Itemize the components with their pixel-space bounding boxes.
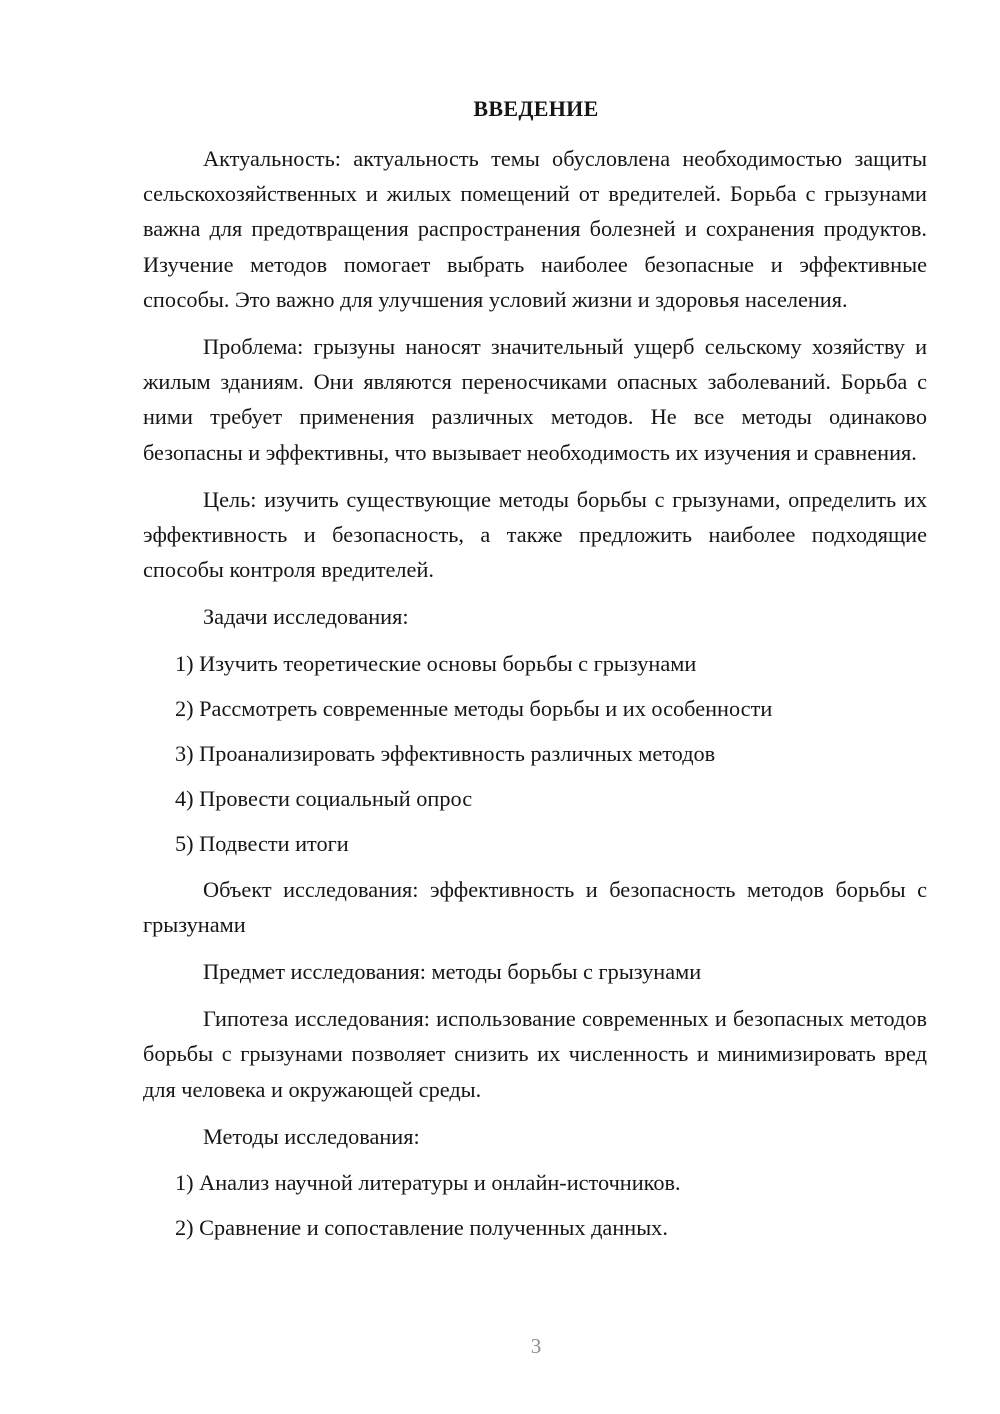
document-body xyxy=(143,141,927,1255)
paragraph-problem: Проблема: грызуны наносят значительный ущерб сельскому хозяйству и жилым зданиям. Они являются переносчиками опасных заболеваний. Борьба с ними требует применения различных методов. Не все методы одинаково безопасны и эффективны, что вызывает необходимость их изучения и сравнения. xyxy=(143,334,927,465)
paragraph-subject: Предмет исследования: методы борьбы с грызунами xyxy=(203,959,702,985)
page-number: 3 xyxy=(530,1334,542,1358)
paragraph-hypothesis: Гипотеза исследования: использование современных и безопасных методов борьбы с грызунами позволяет снизить их численность и минимизировать вред для человека и окружающей среды. xyxy=(143,1006,927,1102)
page-title: ВВЕДЕНИЕ xyxy=(473,96,599,121)
list-item: 2) Рассмотреть современные методы борьбы и их особенности xyxy=(175,695,773,721)
methods-heading: Методы исследования: xyxy=(203,1123,420,1149)
list-item: 4) Провести социальный опрос xyxy=(175,786,473,812)
list-item: 2) Сравнение и сопоставление полученных данных. xyxy=(175,1215,668,1241)
tasks-heading: Задачи исследования: xyxy=(203,604,409,630)
list-item: 3) Проанализировать эффективность различных методов xyxy=(175,741,716,767)
list-item: 1) Анализ научной литературы и онлайн-источников. xyxy=(175,1170,681,1196)
methods-list xyxy=(143,1165,927,1245)
paragraph-goal: Цель: изучить существующие методы борьбы с грызунами, определить их эффективность и безопасность, а также предложить наиболее подходящие способы контроля вредителей. xyxy=(143,486,927,583)
list-item: 5) Подвести итоги xyxy=(175,831,349,857)
paragraph-relevance: Актуальность: актуальность темы обусловлена необходимостью защиты сельскохозяйственных и жилых помещений от вредителей. Борьба с грызунами важна для предотвращения распространения болезней и сохранения продуктов. Изучение методов помогает выбрать наиболее безопасные и эффективные способы. Это важно для улучшения условий жизни и здоровья населения. xyxy=(143,146,927,312)
list-item: 1) Изучить теоретические основы борьбы с грызунами xyxy=(175,650,697,676)
paragraph-object: Объект исследования: эффективность и безопасность методов борьбы с грызунами xyxy=(143,876,927,937)
tasks-list xyxy=(143,646,927,862)
